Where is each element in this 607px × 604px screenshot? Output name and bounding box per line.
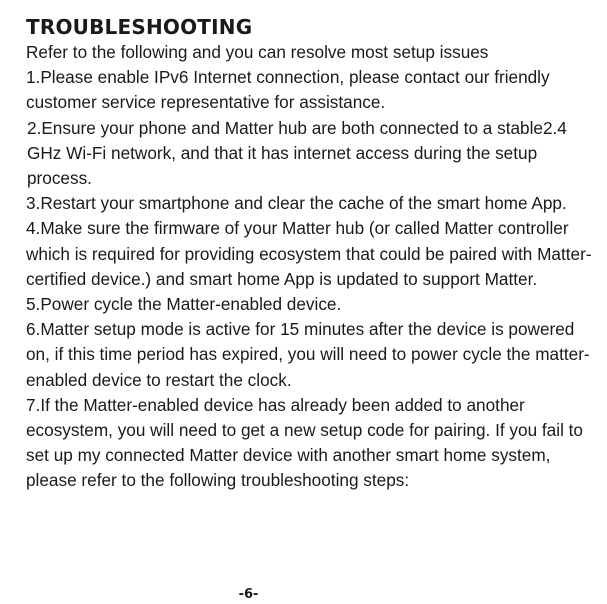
page-footer <box>0 587 607 603</box>
list-item: 7.If the Matter-enabled device has already been added to another ecosystem, you will need to get a new setup code for pairing. If you fail to set up my connected Matter device with another smart home system, please refer to the following troubleshooting steps: <box>26 394 583 491</box>
list-item: 1.Please enable IPv6 Internet connection, please contact our friendly customer service representative for assistance. <box>26 67 550 113</box>
list-item: 5.Power cycle the Matter-enabled device. <box>26 294 342 315</box>
page-number: -6- <box>238 587 259 602</box>
page-title: TROUBLESHOOTING <box>26 15 253 39</box>
intro-text: Refer to the following and you can resolve most setup issues <box>26 42 489 62</box>
list-item: 2.Ensure your phone and Matter hub are both connected to a stable2.4 GHz Wi-Fi network, and that it has internet access during the setup process. <box>27 117 567 189</box>
list-item: 3.Restart your smartphone and clear the cache of the smart home App. <box>26 193 567 214</box>
troubleshooting-list <box>26 65 596 493</box>
troubleshooting-section <box>26 14 596 494</box>
list-item: 4.Make sure the firmware of your Matter hub (or called Matter controller which is required for providing ecosystem that could be paired with Matter-certified device.) and smart home App is updated to support Matter. <box>26 218 592 289</box>
list-item: 6.Matter setup mode is active for 15 minutes after the device is powered on, if this time period has expired, you will need to power cycle the matter-enabled device to restart the clock. <box>26 319 590 390</box>
